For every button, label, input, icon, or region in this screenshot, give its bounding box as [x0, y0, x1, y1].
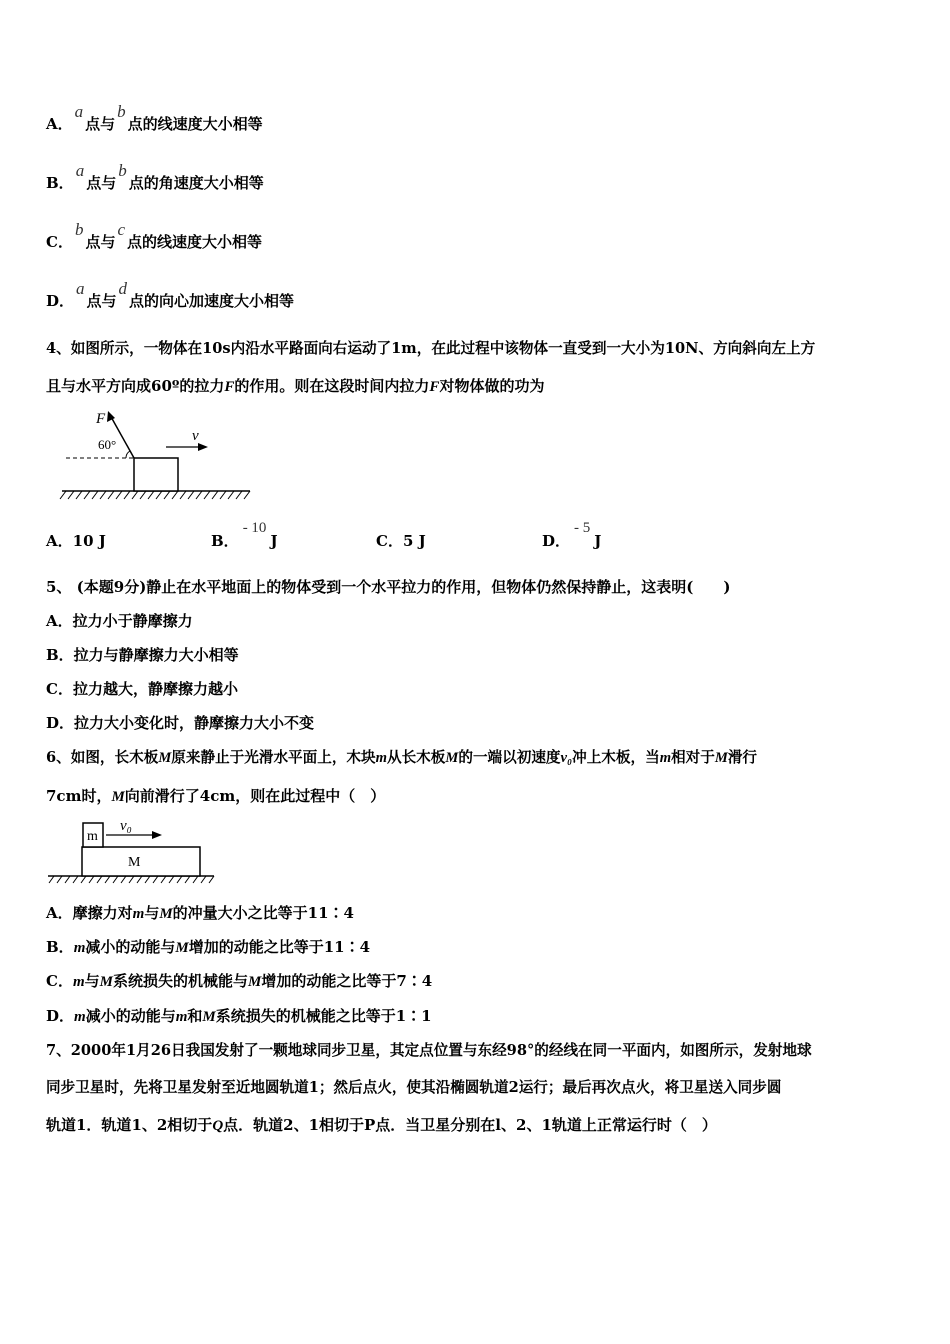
- q3-option-c[interactable]: C．b点与c点的线速度大小相等: [46, 220, 263, 251]
- q7-stem-line2: 同步卫星时，先将卫星发射至近地圆轨道1；然后点火，使其沿椭圆轨道2运行；最后再次点火，将卫星送入同步圆: [46, 1079, 782, 1096]
- q3-option-d[interactable]: D．a点与d点的向心加速度大小相等: [46, 279, 295, 310]
- block: [134, 458, 178, 491]
- angle-label: 60°: [98, 437, 117, 452]
- q5-option-a[interactable]: A．拉力小于静摩擦力: [46, 612, 193, 630]
- q4-stem-line2: 且与水平方向成60º的拉力F的作用。则在这段时间内拉力F对物体做的功为: [46, 377, 545, 395]
- q4-option-c[interactable]: C．5 J: [376, 532, 426, 550]
- ground-hatch: [60, 491, 250, 499]
- q6-option-d[interactable]: D．m减小的动能与m和M系统损失的机械能之比等于1∶1: [46, 1007, 432, 1025]
- block-m-label: m: [87, 829, 98, 844]
- angle-arc: [126, 451, 130, 458]
- q7-stem-line3: 轨道1．轨道1、2相切于Q点．轨道2、1相切于P点．当卫星分别在l、2、1轨道上正常运行时（ ）: [46, 1116, 717, 1134]
- q6-option-a[interactable]: A．摩擦力对m与M的冲量大小之比等于11∶4: [46, 904, 354, 922]
- q4-option-a[interactable]: A．10 J: [46, 532, 106, 550]
- q6-option-c[interactable]: C．m与M系统损失的机械能与M增加的动能之比等于7∶4: [46, 972, 433, 990]
- q5-option-d[interactable]: D．拉力大小变化时，静摩擦力大小不变: [46, 714, 315, 732]
- force-label: F: [96, 411, 106, 427]
- q4-stem-line1: 4、如图所示，一物体在10s内沿水平路面向右运动了1m，在此过程中该物体一直受到一大小为10N、方向斜向左上方: [46, 340, 816, 357]
- q3-option-b[interactable]: B．a点与b点的角速度大小相等: [46, 161, 264, 192]
- q6-stem-line2: 7cm时，M向前滑行了4cm，则在此过程中（ ）: [46, 787, 386, 805]
- q4-option-d[interactable]: D．- 5J: [542, 520, 602, 550]
- q3-option-a[interactable]: A．a点与b点的线速度大小相等: [46, 102, 263, 133]
- board-M-label: M: [128, 855, 141, 870]
- velocity-arrowhead: [198, 443, 208, 451]
- velocity-arrowhead: [152, 831, 162, 839]
- q7-stem-line1: 7、2000年1月26日我国发射了一颗地球同步卫星，其定点位置与东经98°的经线在同一平面内，如图所示，发射地球: [46, 1042, 812, 1059]
- q5-stem: 5、 (本题9分)静止在水平地面上的物体受到一个水平拉力的作用，但物体仍然保持静止，这表明( ): [46, 578, 731, 596]
- board-M: [82, 847, 200, 876]
- ground-hatch: [49, 876, 214, 883]
- velocity-label: v: [192, 428, 199, 444]
- q6-stem-line1: 6、如图，长木板M原来静止于光滑水平面上，木块m从长木板M的一端以初速度v₀冲上木板，当m相对于M滑行: [46, 749, 758, 766]
- q5-option-c[interactable]: C．拉力越大，静摩擦力越小: [46, 680, 238, 698]
- q6-figure: [46, 814, 218, 886]
- q4-figure: [58, 405, 258, 505]
- q4-option-b[interactable]: B．- 10J: [211, 520, 278, 550]
- velocity-label: v₀: [120, 818, 132, 834]
- q6-option-b[interactable]: B．m减小的动能与M增加的动能之比等于11∶4: [46, 938, 371, 956]
- q5-option-b[interactable]: B．拉力与静摩擦力大小相等: [46, 646, 239, 664]
